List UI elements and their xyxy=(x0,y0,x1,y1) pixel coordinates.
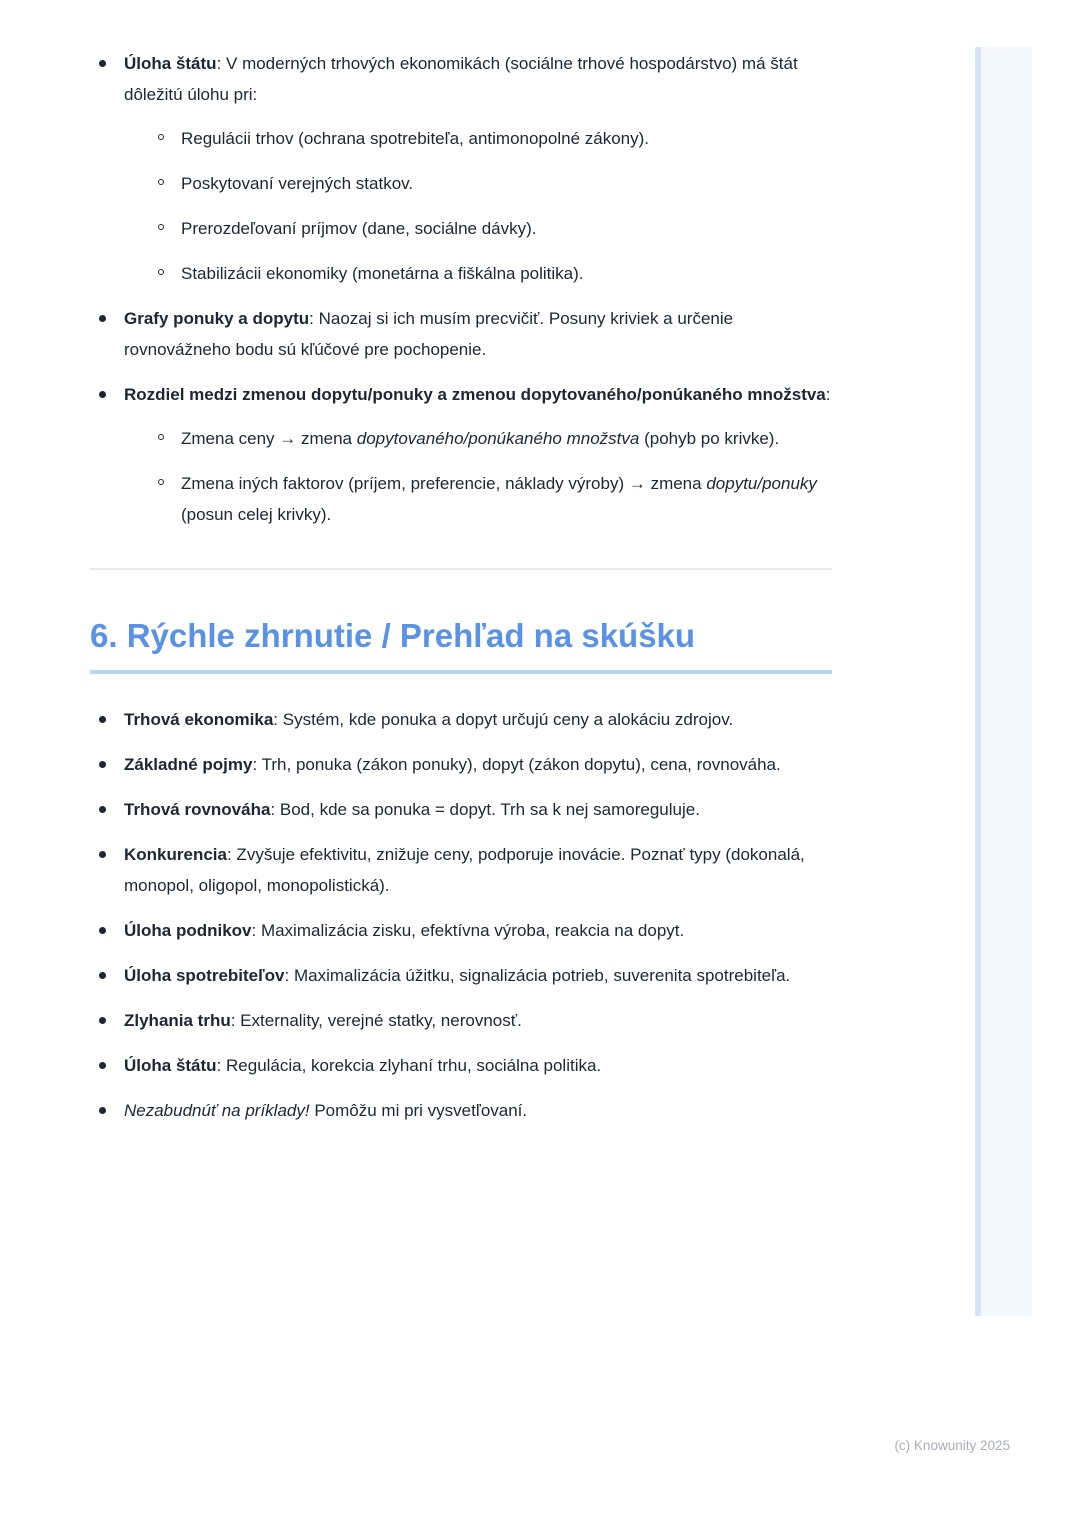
notes-list xyxy=(90,48,832,530)
term-label: Grafy ponuky a dopytu xyxy=(124,309,310,328)
term-label: Úloha spotrebiteľov xyxy=(124,966,285,985)
term-label: Zlyhania trhu xyxy=(124,1011,231,1030)
bullet-dot-icon xyxy=(99,60,106,67)
document-content xyxy=(90,48,832,1140)
bullet-circle-icon xyxy=(158,134,164,140)
list-item xyxy=(90,749,832,780)
bullet-dot-icon xyxy=(99,1017,106,1024)
list-item xyxy=(90,48,832,289)
term-label: Rozdiel medzi zmenou dopytu/ponuky a zmenou dopytovaného/ponúkaného množstva xyxy=(124,385,826,404)
list-item xyxy=(90,1095,832,1126)
bullet-circle-icon xyxy=(158,224,164,230)
term-label: Úloha štátu xyxy=(124,54,217,73)
bullet-circle-icon xyxy=(158,179,164,185)
sub-list-item xyxy=(158,258,832,289)
list-item xyxy=(90,794,832,825)
bullet-dot-icon xyxy=(99,761,106,768)
term-label: Trhová ekonomika xyxy=(124,710,274,729)
list-item xyxy=(90,960,832,991)
list-item xyxy=(90,704,832,735)
reminder-italic-text: Nezabudnúť na príklady! xyxy=(124,1101,310,1120)
copyright-notice: (c) Knowunity 2025 xyxy=(894,1438,1010,1453)
section-divider xyxy=(90,568,832,570)
sub-item-italic-text: dopytu/ponuky xyxy=(706,474,817,493)
term-label: Konkurencia xyxy=(124,845,227,864)
list-item xyxy=(90,379,832,530)
bullet-dot-icon xyxy=(99,391,106,398)
term-definition: : Systém, kde ponuka a dopyt určujú ceny a alokáciu zdrojov. xyxy=(273,710,734,729)
sub-list-item xyxy=(158,123,832,154)
sub-list xyxy=(158,123,832,289)
term-definition: : xyxy=(825,385,831,404)
term-label: Úloha podnikov xyxy=(124,921,252,940)
sub-item-text: Zmena iných faktorov (príjem, preferencie, náklady výroby) → zmena xyxy=(181,474,707,493)
term-definition: : Regulácia, korekcia zlyhaní trhu, sociálna politika. xyxy=(216,1056,602,1075)
section-heading: 6. Rýchle zhrnutie / Prehľad na skúšku xyxy=(90,616,832,674)
sub-item-text: Prerozdeľovaní príjmov (dane, sociálne dávky). xyxy=(181,219,537,238)
sub-item-text: Poskytovaní verejných statkov. xyxy=(181,174,414,193)
bullet-dot-icon xyxy=(99,1107,106,1114)
term-definition: : Trh, ponuka (zákon ponuky), dopyt (zákon dopytu), cena, rovnováha. xyxy=(252,755,781,774)
term-definition: : Naozaj si ich musím precvičiť. Posuny kriviek a určenie rovnovážneho bodu sú kľúčové pre pochopenie. xyxy=(124,309,734,359)
term-definition: : Externality, verejné statky, nerovnosť. xyxy=(230,1011,522,1030)
list-item xyxy=(90,1050,832,1081)
list-item xyxy=(90,1005,832,1036)
list-item xyxy=(90,915,832,946)
sub-item-text: (posun celej krivky). xyxy=(181,505,332,524)
sub-list-item xyxy=(158,423,832,454)
bullet-dot-icon xyxy=(99,927,106,934)
sub-list-item xyxy=(158,168,832,199)
bullet-circle-icon xyxy=(158,434,164,440)
term-label: Základné pojmy xyxy=(124,755,253,774)
sub-item-text: Stabilizácii ekonomiky (monetárna a fiškálna politika). xyxy=(181,264,584,283)
bullet-circle-icon xyxy=(158,479,164,485)
term-definition: : Maximalizácia zisku, efektívna výroba, reakcia na dopyt. xyxy=(251,921,685,940)
next-page-preview-strip xyxy=(975,47,1032,1316)
bullet-dot-icon xyxy=(99,315,106,322)
term-label: Úloha štátu xyxy=(124,1056,217,1075)
bullet-dot-icon xyxy=(99,806,106,813)
bullet-dot-icon xyxy=(99,972,106,979)
sub-item-italic-text: dopytovaného/ponúkaného množstva xyxy=(356,429,640,448)
sub-list xyxy=(158,423,832,530)
list-item xyxy=(90,839,832,901)
bullet-dot-icon xyxy=(99,851,106,858)
term-definition: : Zvyšuje efektivitu, znižuje ceny, podporuje inovácie. Poznať typy (dokonalá, monopol, oligopol, monopolistická). xyxy=(124,845,805,895)
sub-item-text: (pohyb po krivke). xyxy=(639,429,780,448)
summary-list xyxy=(90,704,832,1126)
reminder-text: Pomôžu mi pri vysvetľovaní. xyxy=(309,1101,528,1120)
term-definition: : Bod, kde sa ponuka = dopyt. Trh sa k nej samoreguluje. xyxy=(270,800,700,819)
sub-item-text: Zmena ceny → zmena xyxy=(181,429,357,448)
term-definition: : V moderných trhových ekonomikách (sociálne trhové hospodárstvo) má štát dôležitú úlohu pri: xyxy=(124,54,798,104)
term-label: Trhová rovnováha xyxy=(124,800,271,819)
sub-list-item xyxy=(158,213,832,244)
bullet-dot-icon xyxy=(99,1062,106,1069)
bullet-circle-icon xyxy=(158,269,164,275)
sub-list-item xyxy=(158,468,832,530)
bullet-dot-icon xyxy=(99,716,106,723)
list-item xyxy=(90,303,832,365)
term-definition: : Maximalizácia úžitku, signalizácia potrieb, suverenita spotrebiteľa. xyxy=(284,966,791,985)
sub-item-text: Regulácii trhov (ochrana spotrebiteľa, antimonopolné zákony). xyxy=(181,129,649,148)
